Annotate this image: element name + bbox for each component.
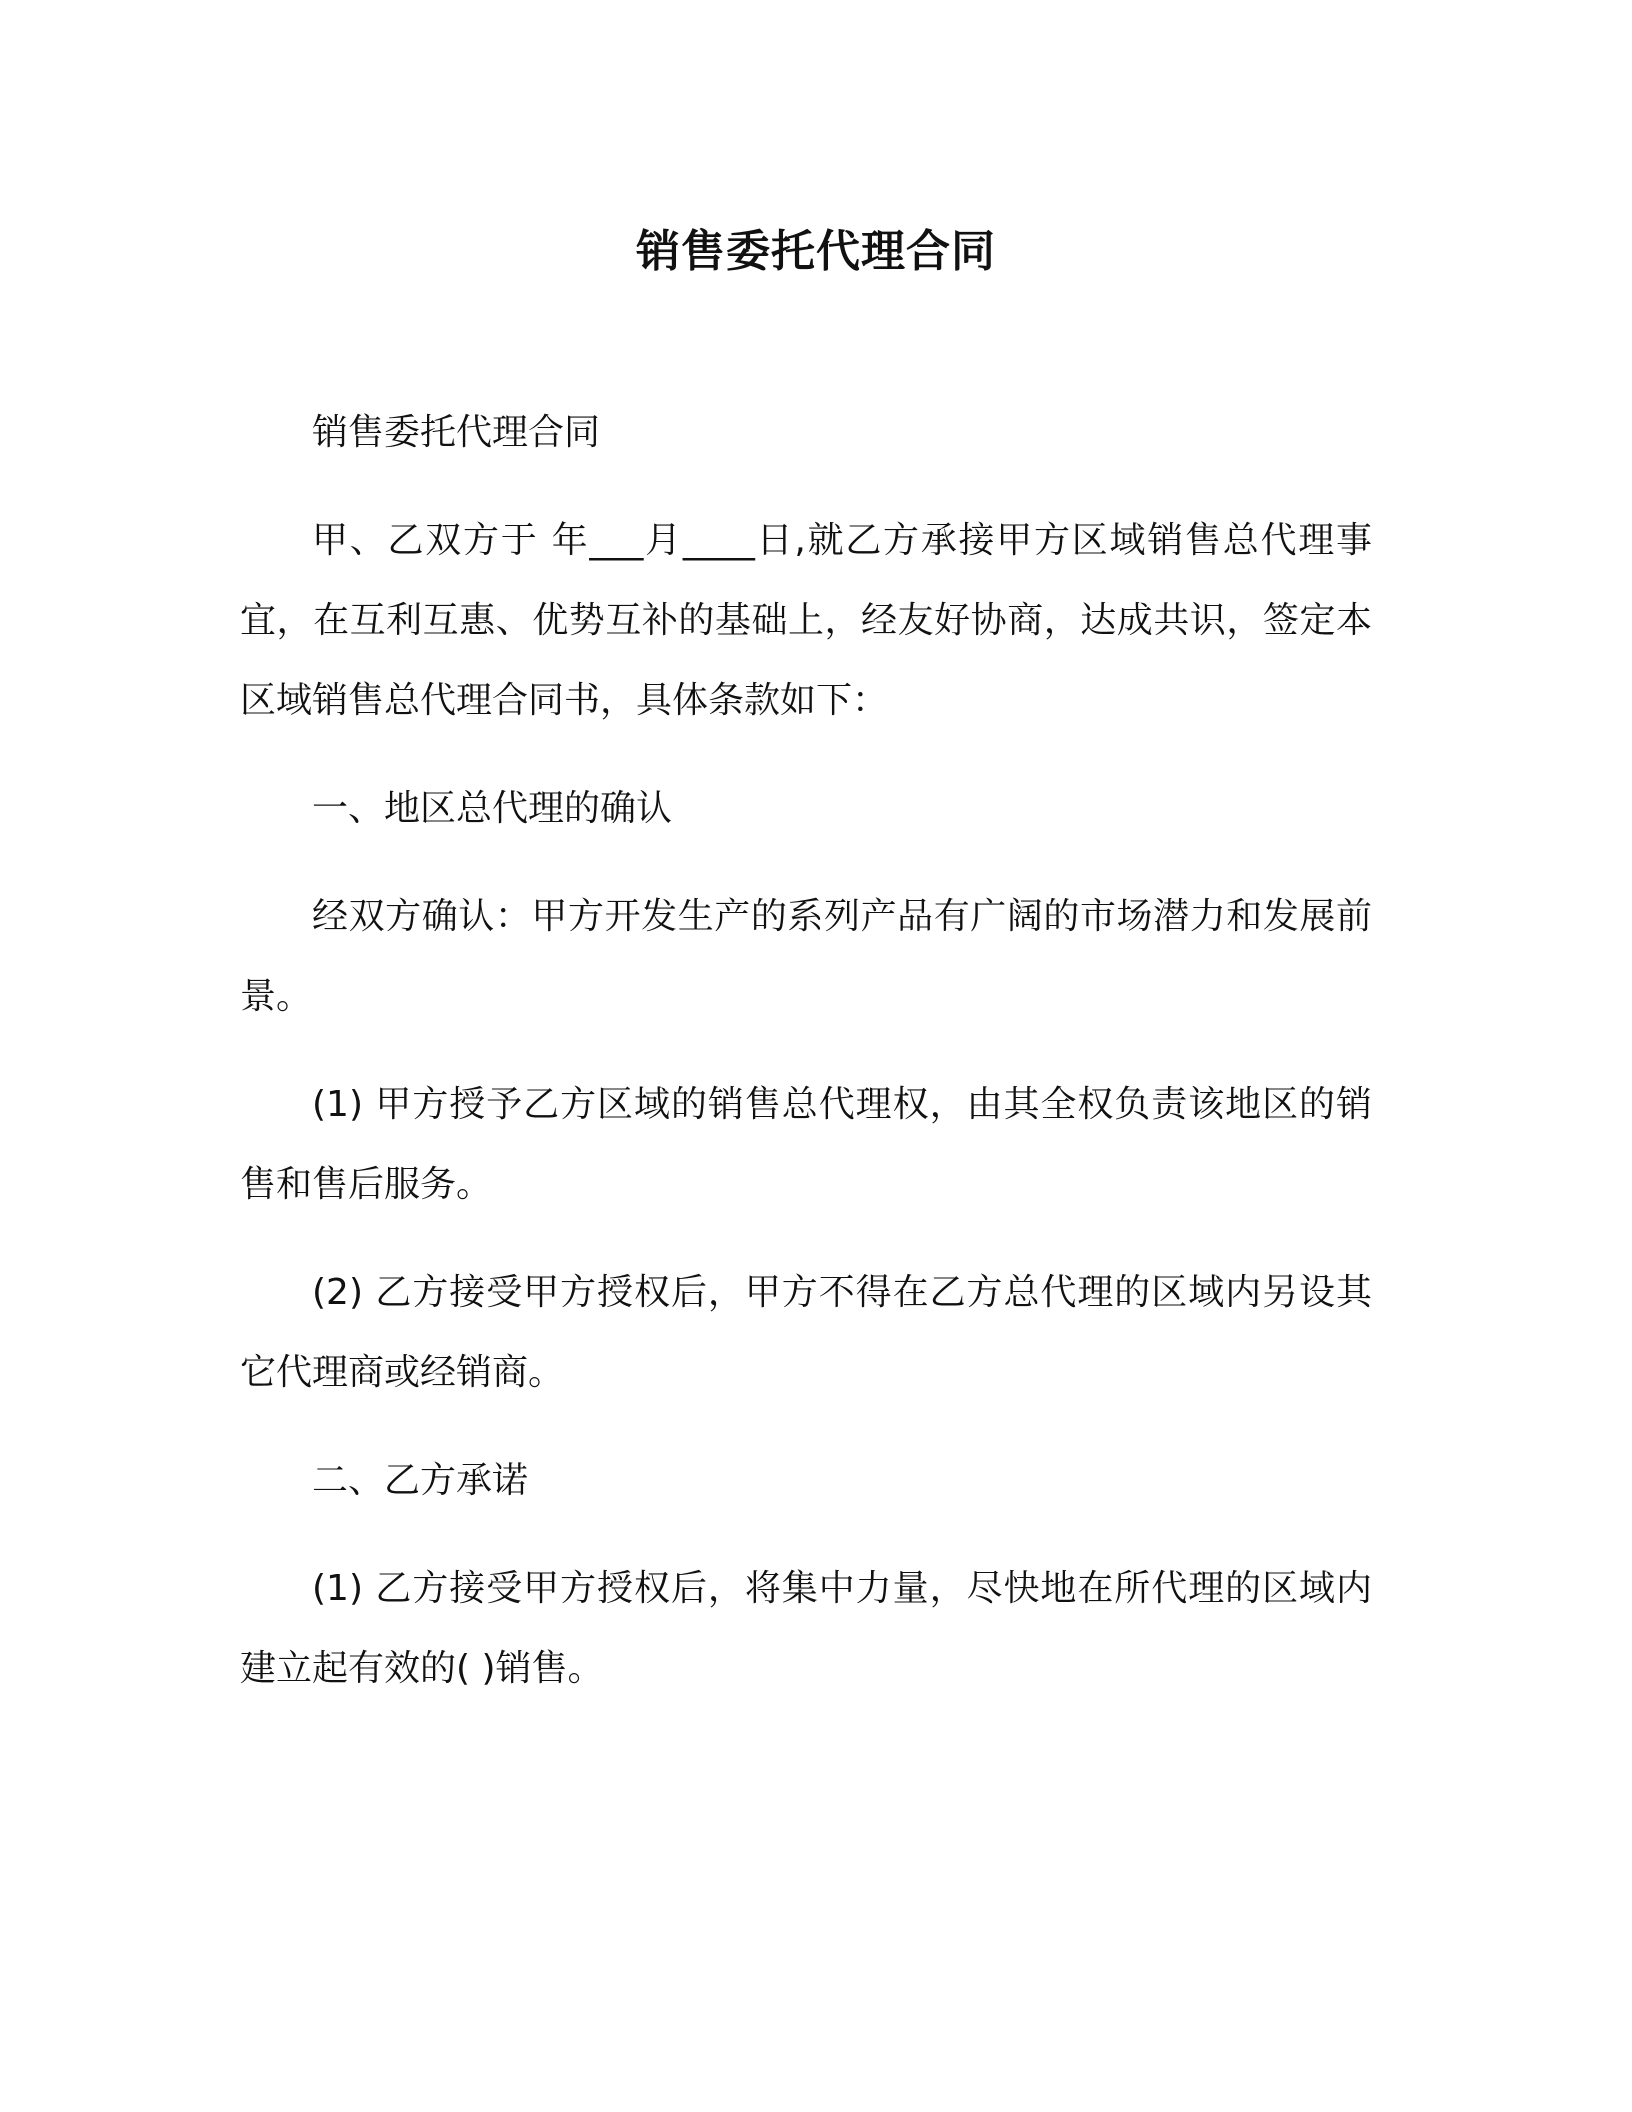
document-body xyxy=(240,393,1372,1737)
document-title: 销售委托代理合同 xyxy=(636,226,996,277)
section-heading-1: 一、地区总代理的确认 xyxy=(312,788,673,829)
clause-1-1: (1) 甲方授予乙方区域的销售总代理权，由其全权负责该地区的销售和售后服务。 xyxy=(240,1084,1372,1205)
subtitle-paragraph: 销售委托代理合同 xyxy=(312,412,601,453)
preamble-paragraph: 甲、乙双方于 年___月____日,就乙方承接甲方区域销售总代理事宜，在互利互惠、优势互补的基础上，经友好协商，达成共识，签定本区域销售总代理合同书，具体条款如下： xyxy=(240,520,1372,721)
section-heading-2: 二、乙方承诺 xyxy=(312,1460,529,1501)
clause-1-2: (2) 乙方接受甲方授权后，甲方不得在乙方总代理的区域内另设其它代理商或经销商。 xyxy=(240,1272,1372,1393)
clause-2-1: (1) 乙方接受甲方授权后，将集中力量，尽快地在所代理的区域内建立起有效的( )销售。 xyxy=(240,1568,1372,1689)
confirmation-paragraph: 经双方确认：甲方开发生产的系列产品有广阔的市场潜力和发展前景。 xyxy=(240,896,1372,1017)
